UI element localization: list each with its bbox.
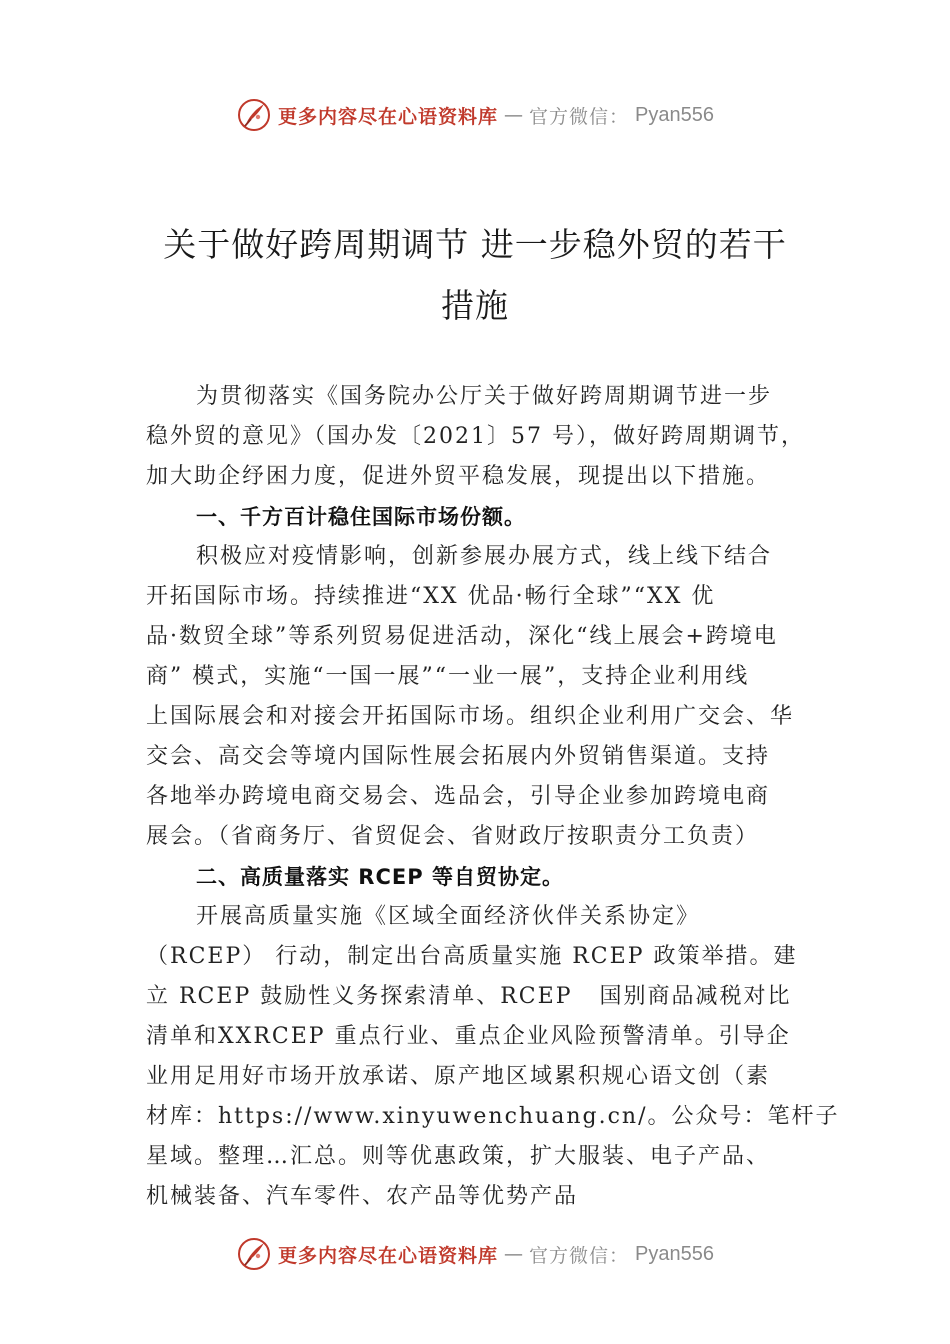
document-title-line-2: 措施: [441, 286, 509, 325]
watermark-wechat-label: 官方微信：: [529, 1244, 630, 1267]
watermark-brand: 更多内容尽在心语资料库: [278, 1244, 499, 1267]
header-watermark: [0, 95, 950, 135]
watermark-wechat-label: 官方微信：: [529, 105, 630, 128]
feather-logo-icon: [236, 97, 272, 133]
section-1-line: 积极应对疫情影响，创新参展办展方式，线上线下结合: [196, 544, 773, 569]
document-body: [146, 377, 840, 1217]
watermark-wechat-id: Pyan556: [635, 1242, 714, 1265]
watermark-dash: —: [504, 104, 524, 126]
section-2-paragraph: [146, 897, 840, 1217]
section-2-line: 星域。整理…汇总。则等优惠政策，扩大服装、电子产品、: [146, 1144, 771, 1169]
feather-logo-icon: [236, 1236, 272, 1272]
section-2-line: （RCEP） 行动，制定出台高质量实施 RCEP 政策举措。建: [146, 944, 798, 969]
section-1-paragraph: [146, 537, 826, 857]
section-2-line: 机械装备、汽车零件、农产品等优势产品: [146, 1184, 579, 1209]
intro-line: 稳外贸的意见》（国办发〔2021〕57 号），做好跨周期调节，: [146, 424, 805, 449]
watermark-wechat-id: Pyan556: [635, 103, 714, 126]
intro-line: 为贯彻落实《国务院办公厅关于做好跨周期调节进一步: [196, 384, 773, 409]
section-2-line: 业用足用好市场开放承诺、原产地区域累积规心语文创（素: [146, 1064, 771, 1089]
footer-watermark: [0, 1234, 950, 1274]
section-1-line: 各地举办跨境电商交易会、选品会，引导企业参加跨境电商: [146, 784, 771, 809]
section-2-heading: 二、高质量落实 RCEP 等自贸协定。: [196, 865, 564, 889]
watermark-brand: 更多内容尽在心语资料库: [278, 105, 499, 128]
section-1-line: 商” 模式，实施“一国一展”“一业一展”，支持企业利用线: [146, 664, 750, 689]
section-1-line: 展会。（省商务厅、省贸促会、省财政厅按职责分工负责）: [146, 824, 760, 849]
watermark-dash: —: [504, 1243, 524, 1265]
section-2-line: 立 RCEP 鼓励性义务探索清单、RCEP 国别商品减税对比: [146, 984, 792, 1009]
section-2-line: 清单和XXRCEP 重点行业、重点企业风险预警清单。引导企: [146, 1024, 791, 1049]
section-1-line: 开拓国际市场。持续推进“XX 优品·畅行全球”“XX 优: [146, 584, 716, 609]
section-1-line: 交会、高交会等境内国际性展会拓展内外贸销售渠道。支持: [146, 744, 771, 769]
intro-line: 加大助企纾困力度，促进外贸平稳发展，现提出以下措施。: [146, 464, 771, 489]
section-2-line: 开展高质量实施《区域全面经济伙伴关系协定》: [196, 904, 701, 929]
section-1-line: 上国际展会和对接会开拓国际市场。组织企业利用广交会、华: [146, 704, 795, 729]
section-2-line: 材库：https://www.xinyuwenchuang.cn/。公众号：笔杆子: [146, 1104, 840, 1129]
section-1-heading: 一、千方百计稳住国际市场份额。: [196, 505, 526, 529]
document-title-line-1: 关于做好跨周期调节 进一步稳外贸的若干: [163, 225, 787, 264]
intro-paragraph: [146, 377, 826, 497]
section-1-line: 品·数贸全球”等系列贸易促进活动，深化“线上展会+跨境电: [146, 624, 778, 649]
